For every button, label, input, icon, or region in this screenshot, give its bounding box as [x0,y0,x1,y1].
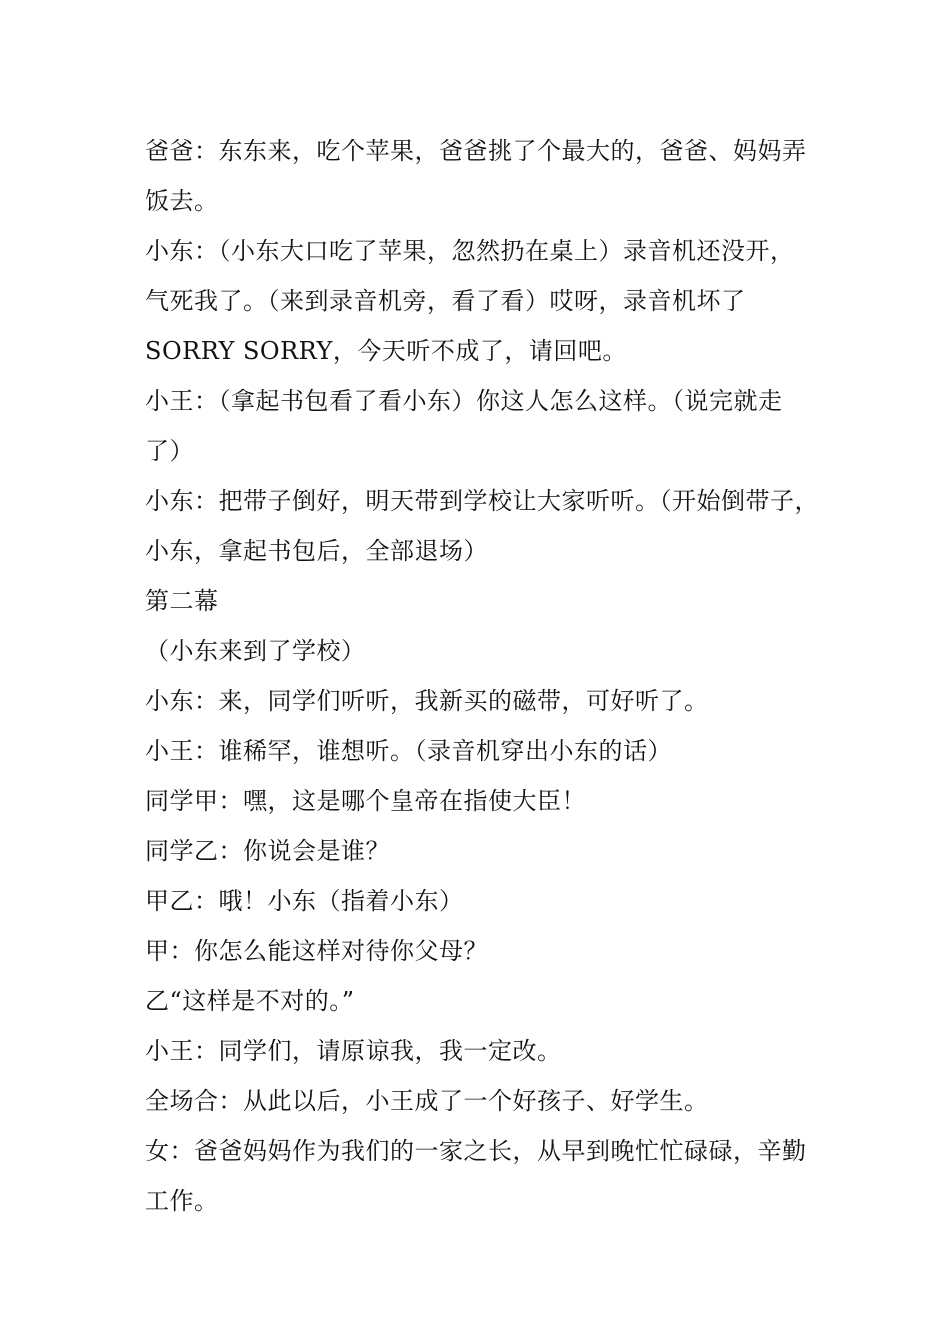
text-line: 小东，拿起书包后，全部退场） [145,537,488,565]
text-line: 同学乙：你说会是谁？ [145,837,390,865]
stage-direction: （小东来到了学校） [145,637,366,665]
document-body [145,126,835,1226]
text-line: 了） [145,437,194,465]
text-line: 小东：把带子倒好，明天带到学校让大家听听。（开始倒带子， [145,487,819,515]
text-line: 小王：同学们，请原谅我，我一定改。 [145,1037,562,1065]
text-line: SORRY SORRY，今天听不成了，请回吧。 [145,337,627,365]
text-line: 女：爸爸妈妈作为我们的一家之长，从早到晚忙忙碌碌，辛勤 [145,1137,807,1165]
text-line: 同学甲：嘿，这是哪个皇帝在指使大臣！ [145,787,586,815]
text-line: 乙“这样是不对的。” [145,987,355,1015]
text-line: 小王：（拿起书包看了看小东）你这人怎么这样。（说完就走 [145,387,783,415]
text-line: 甲乙：哦！小东（指着小东） [145,887,464,915]
text-line: 小王：谁稀罕，谁想听。（录音机穿出小东的话） [145,737,672,765]
text-line: 全场合：从此以后，小王成了一个好孩子、好学生。 [145,1087,709,1115]
text-line: 工作。 [145,1187,219,1215]
text-line: 爸爸：东东来，吃个苹果，爸爸挑了个最大的，爸爸、妈妈弄 [145,137,807,165]
scene-heading: 第二幕 [145,587,219,615]
text-line: 气死我了。（来到录音机旁，看了看）哎呀，录音机坏了 [145,287,746,315]
text-line: 甲：你怎么能这样对待你父母？ [145,937,488,965]
text-line: 小东：来，同学们听听，我新买的磁带，可好听了。 [145,687,709,715]
text-line: 小东：（小东大口吃了苹果，忽然扔在桌上）录音机还没开， [145,237,795,265]
text-line: 饭去。 [145,187,219,215]
